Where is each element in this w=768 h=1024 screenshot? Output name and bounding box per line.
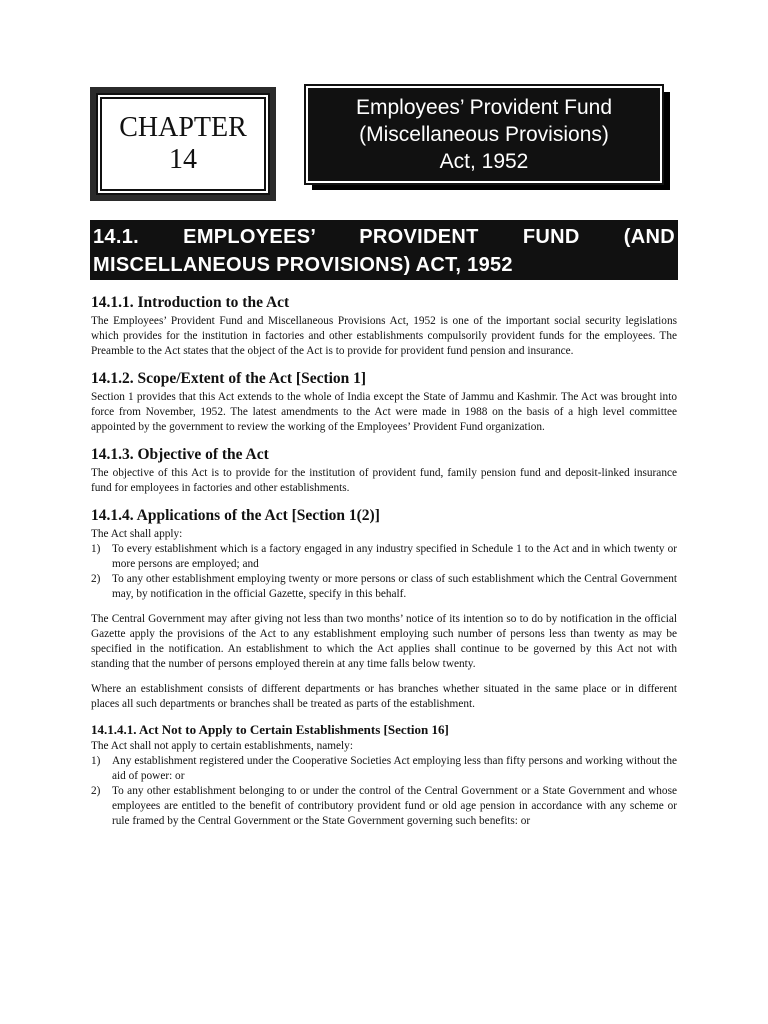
chapter-label-box — [100, 97, 266, 191]
list-item-text: To any other establishment employing twenty or more persons or class of such establishment which the Central Government may, by notification in the official Gazette, specify in this behalf. — [112, 573, 677, 600]
chapter-box — [90, 87, 276, 201]
applications-paragraph-1: The Central Government may after giving not less than two months’ notice of its intention so to do by notification in the official Gazette apply the provisions of the Act to any establishment employing such number of persons less than twenty as may be specified in the notification. An establishment to which the Act applies shall continue to be governed by this Act not with standing that the number of persons employed therein at any time falls below twenty. — [91, 613, 677, 670]
section-body-scope: Section 1 provides that this Act extends to the whole of India except the State of Jammu and Kashmir. The Act was brought into force from November, 1952. The latest amendments to the Act were made in 1988 on the basis of a high level committee appointed by the government to review the working of the Employees’ Provident Fund organization. — [91, 391, 677, 433]
list-item — [91, 542, 677, 572]
applications-intro: The Act shall apply: — [91, 528, 183, 540]
list-item — [91, 572, 677, 602]
title-line-1: Employees’ Provident Fund — [355, 96, 613, 119]
applications-list — [91, 542, 677, 602]
list-item-text: To every establishment which is a factory engaged in any industry specified in Schedule 1 to the Act and in which twenty or more persons are employed; and — [112, 543, 677, 570]
chapter-number: 14 — [169, 144, 197, 175]
list-item-number: 2) — [91, 573, 101, 585]
exclusions-intro: The Act shall not apply to certain establishments, namely: — [91, 740, 353, 752]
list-item — [91, 754, 677, 784]
subsection-heading-exclusions: 14.1.4.1. Act Not to Apply to Certain Establishments [Section 16] — [91, 722, 449, 737]
section-heading-scope: 14.1.2. Scope/Extent of the Act [Section 1] — [91, 370, 367, 387]
exclusions-list — [91, 754, 677, 829]
list-item-text: Any establishment registered under the Cooperative Societies Act employing less than fifty persons and working without the aid of power: or — [112, 755, 677, 782]
title-line-2: (Miscellaneous Provisions) — [359, 123, 609, 146]
chapter-label: CHAPTER — [119, 112, 247, 143]
list-item-number: 1) — [91, 543, 101, 555]
section-banner: 14.1. EMPLOYEES’ PROVIDENT FUND (AND MISCELLANEOUS PROVISIONS) ACT, 1952 — [90, 220, 678, 280]
section-heading-objective: 14.1.3. Objective of the Act — [91, 446, 269, 463]
section-body-intro: The Employees’ Provident Fund and Miscellaneous Provisions Act, 1952 is one of the important social security legislations which provides for the institution in factories and other establishments compulsorily provident funds for the employees. The Preamble to the Act states that the object of the Act is to provide for provident fund pension and insurance. — [91, 315, 677, 357]
list-item-text: To any other establishment belonging to or under the control of the Central Government or a State Government and whose employees are entitled to the benefit of contributory provident fund or old age pension in accordance with any scheme or rule framed by the Central Government or the State Government governing such benefits: or — [112, 785, 677, 827]
title-line-3: Act, 1952 — [439, 150, 529, 173]
section-heading-intro: 14.1.1. Introduction to the Act — [91, 294, 290, 311]
section-heading-applications: 14.1.4. Applications of the Act [Section 1(2)] — [91, 507, 380, 524]
list-item-number: 2) — [91, 785, 101, 797]
chapter-title-box — [306, 86, 662, 183]
page-content — [91, 293, 677, 829]
applications-paragraph-2: Where an establishment consists of different departments or has branches whether situated in the same place or in different places all such departments or branches shall be treated as parts of the establishment. — [91, 683, 677, 710]
list-item-number: 1) — [91, 755, 101, 767]
section-body-objective: The objective of this Act is to provide for the institution of provident fund, family pension fund and deposit-linked insurance fund for employees in factories and other establishments. — [91, 467, 677, 494]
list-item — [91, 784, 677, 829]
